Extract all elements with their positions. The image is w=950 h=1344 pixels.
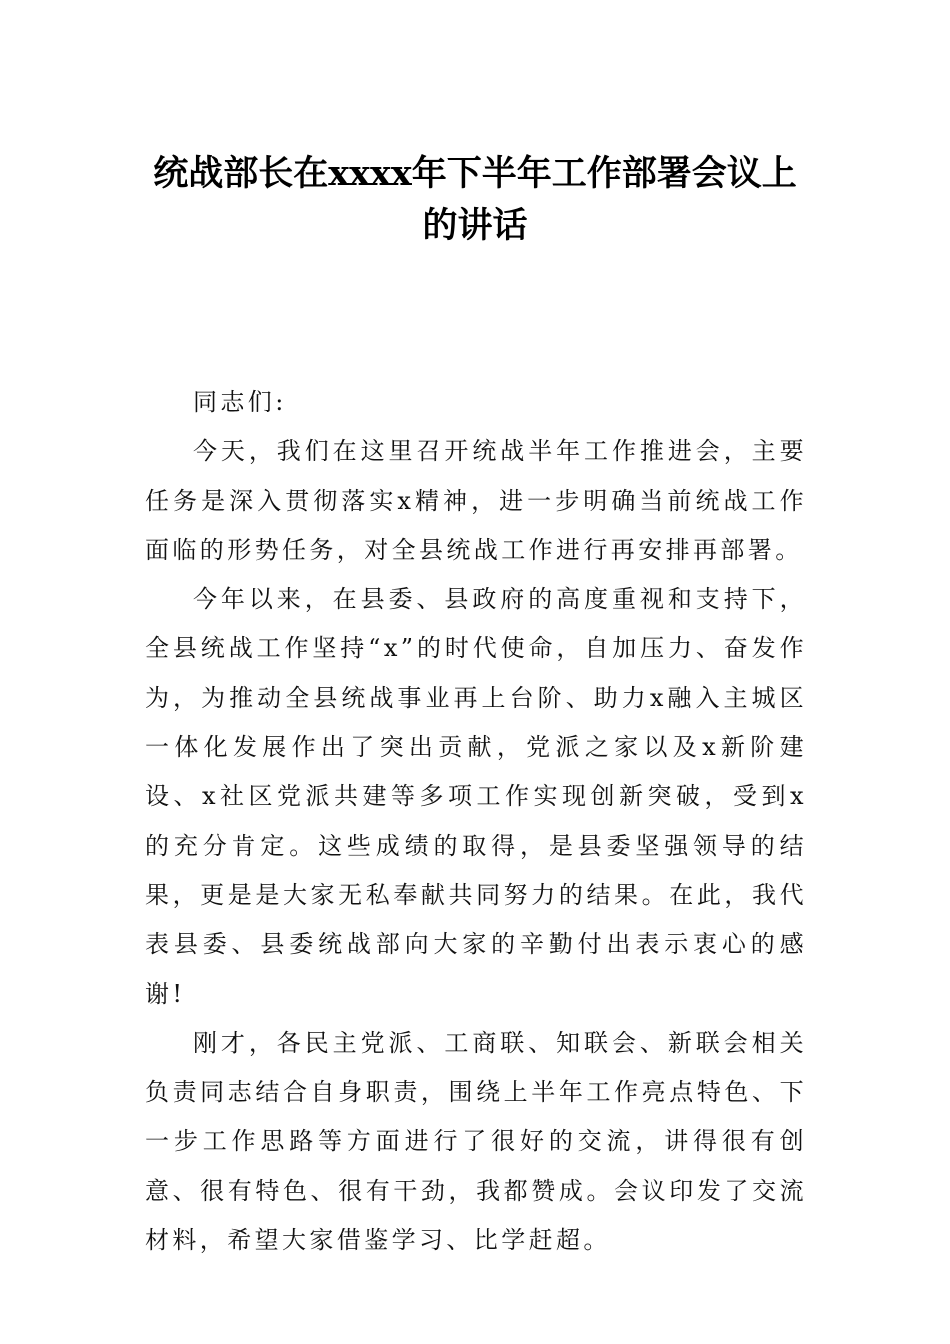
paragraph-3: 刚才，各民主党派、工商联、知联会、新联会相关负责同志结合自身职责，围绕上半年工作亮点特色、下一步工作思路等方面进行了很好的交流，讲得很有创意、很有特色、很有干劲，我都赞成。会议印发了交流材料，希望大家借鉴学习、比学赶超。 bbox=[145, 1028, 807, 1255]
paragraph-1: 今天，我们在这里召开统战半年工作推进会，主要任务是深入贯彻落实x精神，进一步明确当前统战工作面临的形势任务，对全县统战工作进行再安排再部署。 bbox=[145, 437, 807, 564]
salutation: 同志们: bbox=[193, 388, 287, 416]
document-body bbox=[145, 378, 807, 1265]
document-title bbox=[110, 148, 840, 252]
paragraph-2: 今年以来，在县委、县政府的高度重视和支持下，全县统战工作坚持“x”的时代使命，自加压力、奋发作为，为推动全县统战事业再上台阶、助力x融入主城区一体化发展作出了突出贡献，党派之家以及x新阶建设、x社区党派共建等多项工作实现创新突破，受到x的充分肯定。这些成绩的取得，是县委坚强领导的结果，更是是大家无私奉献共同努力的结果。在此，我代表县委、县委统战部向大家的辛勤付出表示衷心的感谢! bbox=[145, 585, 807, 1008]
title-line-2: 的讲话 bbox=[422, 205, 528, 246]
title-line-1: 统战部长在xxxx年下半年工作部署会议上 bbox=[153, 153, 797, 194]
